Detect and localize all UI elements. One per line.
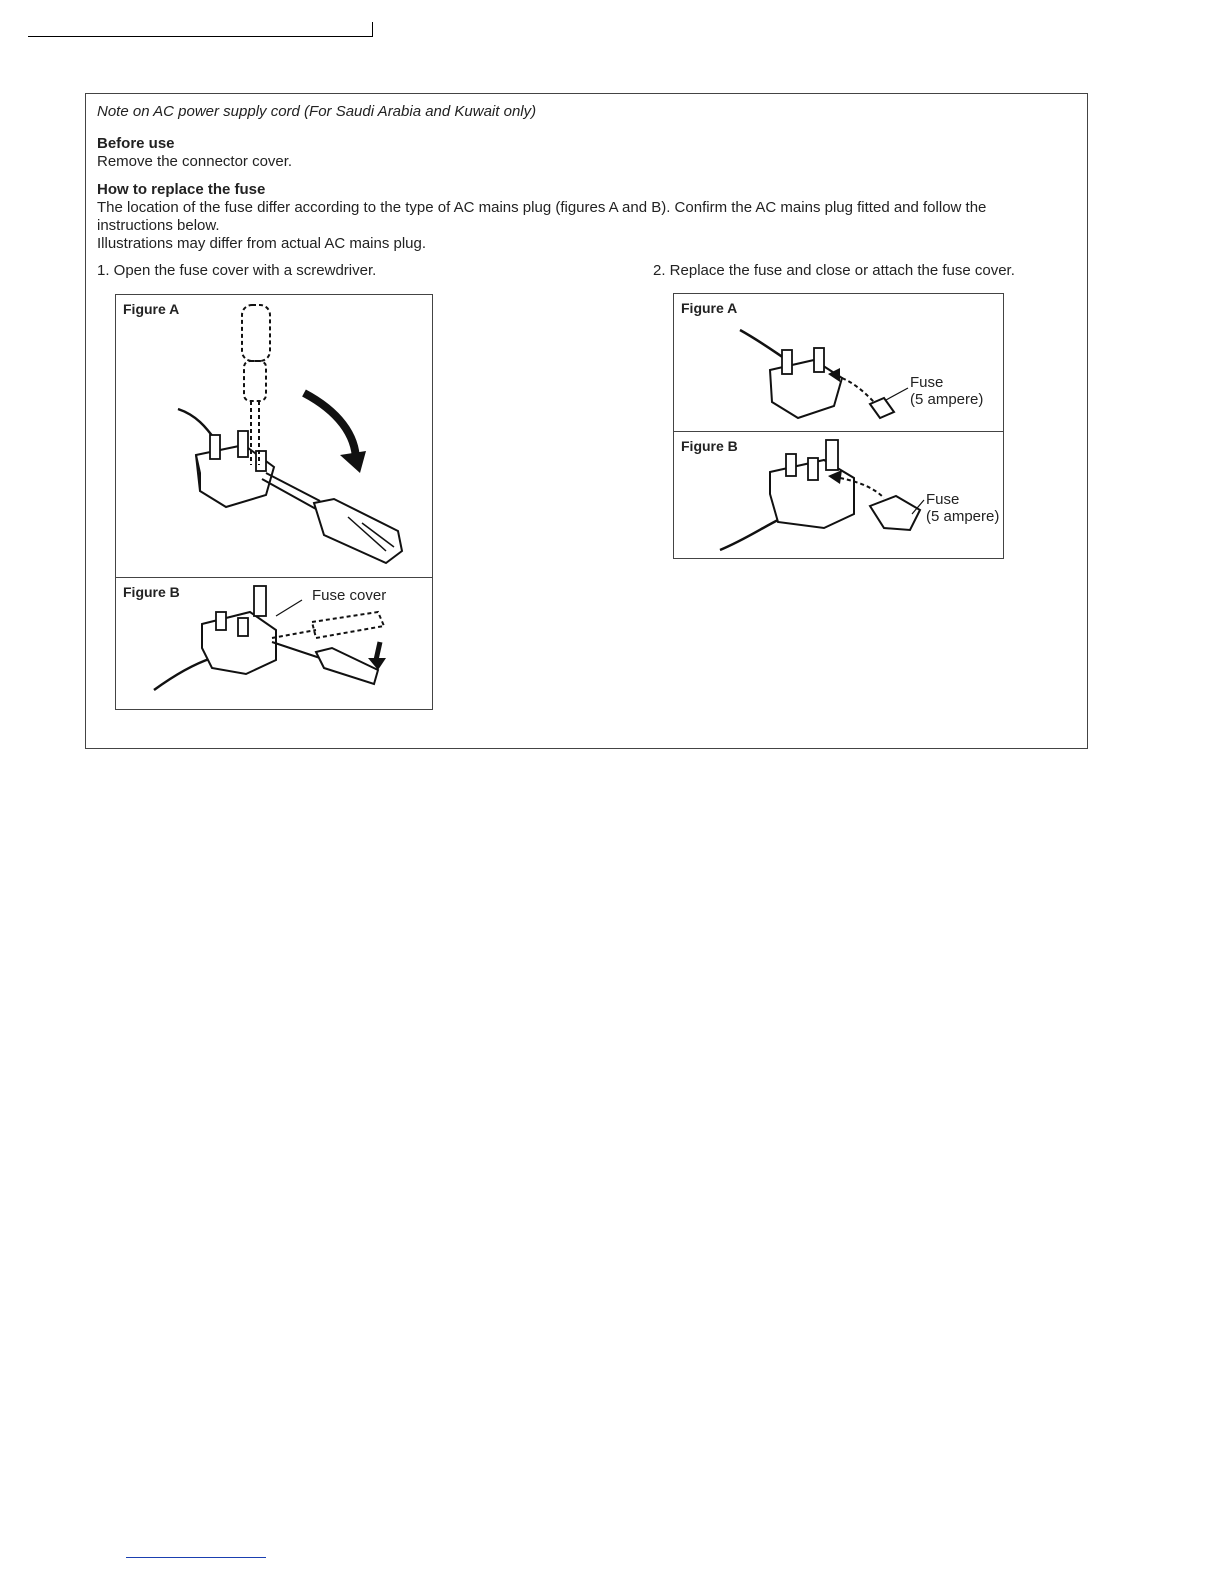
fuse-plug-b-illustration	[674, 432, 1005, 558]
header-rule	[28, 36, 372, 37]
step-2-figure-b-label: Figure B	[681, 438, 738, 454]
note-title: Note on AC power supply cord (For Saudi Arabia and Kuwait only)	[97, 103, 537, 120]
step-1-text: 1. Open the fuse cover with a screwdriver.	[97, 262, 377, 279]
header-rule-tick	[372, 22, 373, 37]
fuse-cover-callout: Fuse cover	[312, 587, 387, 604]
step-2-figures	[673, 293, 1004, 559]
step-1-figure-a	[116, 295, 432, 578]
plug-b-screwdriver-illustration	[116, 578, 434, 709]
before-use-heading: Before use	[97, 135, 175, 152]
replace-fuse-heading: How to replace the fuse	[97, 181, 266, 198]
step-2-figure-b	[674, 432, 1003, 558]
fuse-rating-callout-b: (5 ampere)	[926, 508, 1000, 525]
step-1-figure-a-label: Figure A	[123, 301, 180, 317]
fuse-rating-callout-a: (5 ampere)	[910, 391, 984, 408]
fuse-callout-a: Fuse	[910, 374, 944, 391]
step-2-text: 2. Replace the fuse and close or attach the fuse cover.	[653, 262, 1015, 279]
note-box	[85, 93, 1088, 749]
footer-link-rule	[126, 1557, 266, 1558]
illustration-note: Illustrations may differ from actual AC mains plug.	[97, 235, 427, 252]
step-2-figure-a-label: Figure A	[681, 300, 738, 316]
fuse-callout-b: Fuse	[926, 491, 960, 508]
replace-fuse-description: The location of the fuse differ according to the type of AC mains plug (figures A and B). Confirm the AC mains plug fitted and follow the instructions below.	[97, 199, 987, 234]
step-1-figure-b-label: Figure B	[123, 584, 180, 600]
step-1-figure-b	[116, 578, 432, 709]
step-1-figures	[115, 294, 433, 710]
fuse-plug-a-illustration	[674, 294, 1005, 432]
step-2-figure-a	[674, 294, 1003, 432]
replace-fuse-text	[97, 199, 1037, 253]
plug-screwdriver-illustration	[116, 295, 434, 578]
before-use-text: Remove the connector cover.	[97, 153, 293, 170]
